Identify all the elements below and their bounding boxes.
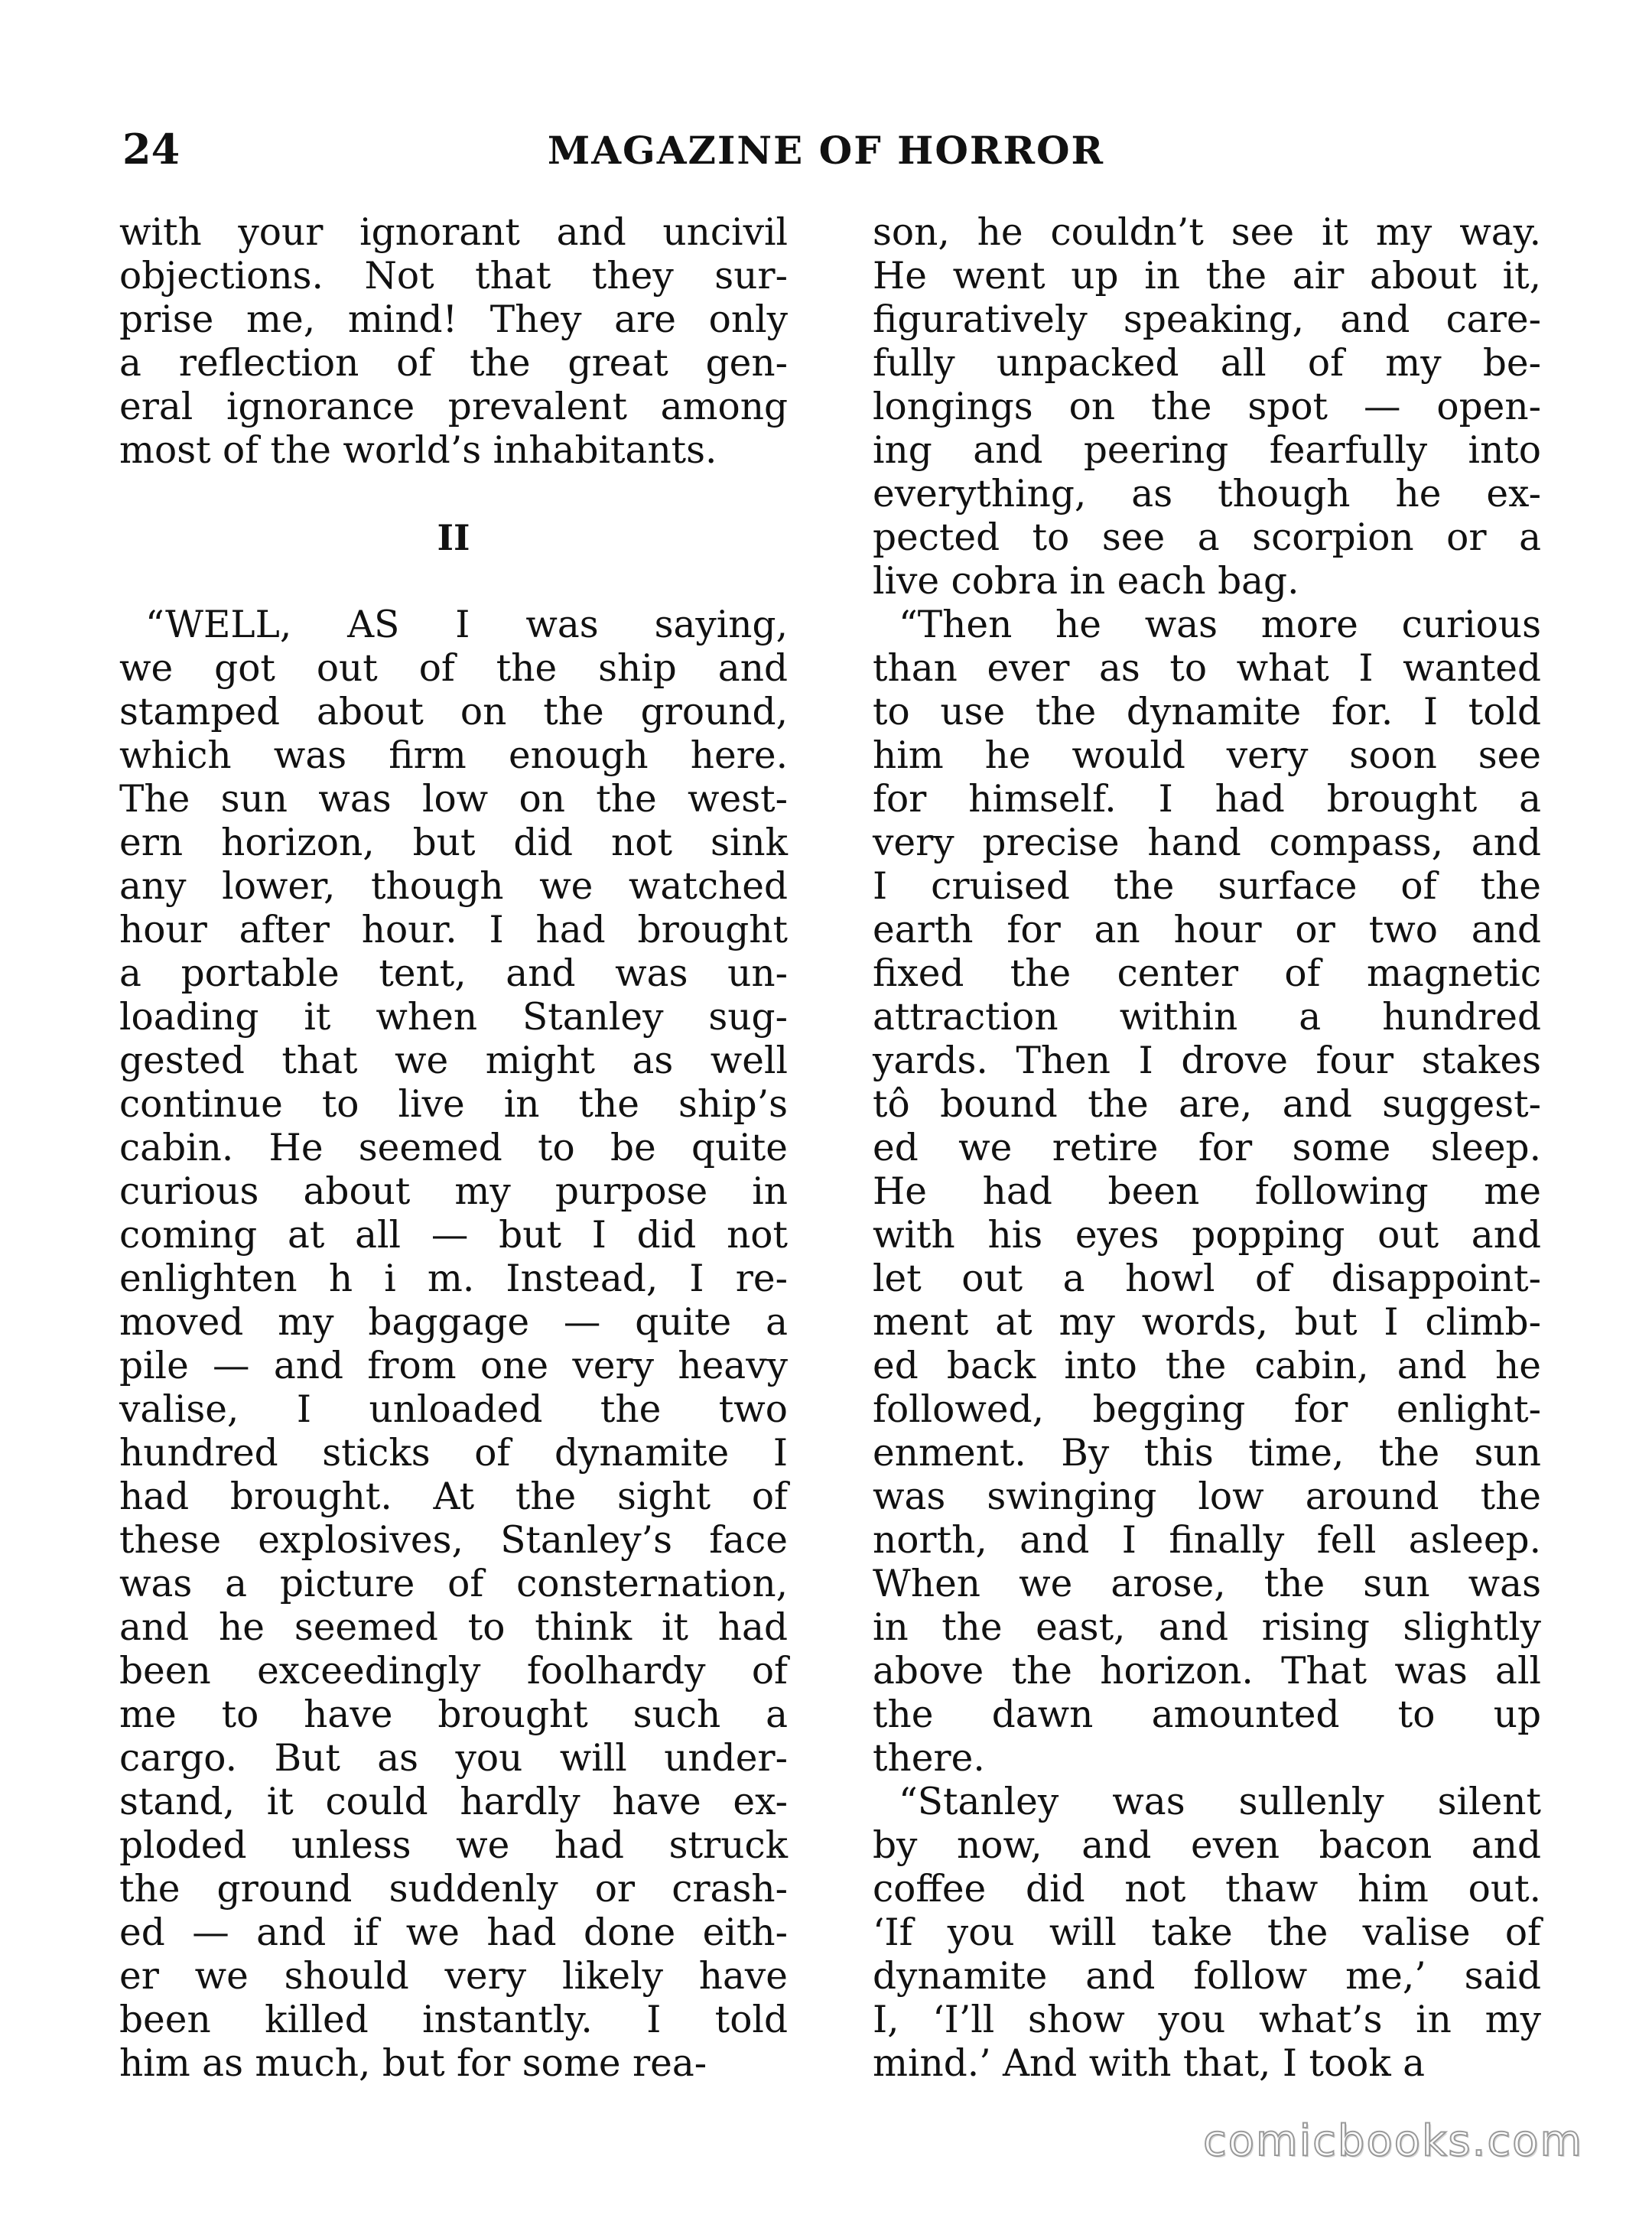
paragraph — [119, 211, 788, 473]
text-line: objections. Not that they sur- — [119, 255, 788, 298]
text-line: figuratively speaking, and care- — [873, 298, 1541, 341]
text-line: me to have brought such a — [119, 1693, 788, 1736]
text-line: moved my baggage — quite a — [119, 1301, 788, 1344]
text-line: valise, I unloaded the two — [119, 1388, 788, 1431]
text-line: cabin. He seemed to be quite — [119, 1127, 788, 1169]
text-line: fixed the center of magnetic — [873, 952, 1541, 995]
text-line: to use the dynamite for. I told — [873, 691, 1541, 733]
text-line: live cobra in each bag. — [873, 560, 1299, 603]
text-line: there. — [873, 1737, 985, 1780]
right-column — [873, 211, 1541, 2086]
text-line: I, ‘I’ll show you what’s in my — [873, 1998, 1541, 2041]
text-line: ment at my words, but I climb- — [873, 1301, 1541, 1344]
text-line: ing and peering fearfully into — [873, 429, 1541, 472]
text-line: eral ignorance prevalent among — [119, 385, 788, 428]
text-line: ed — and if we had done eith- — [119, 1911, 788, 1954]
text-line: any lower, though we watched — [119, 865, 788, 908]
text-line: let out a howl of disappoint- — [873, 1257, 1541, 1300]
text-line: “WELL, AS I was saying, — [145, 603, 788, 646]
text-line: loading it when Stanley sug- — [119, 996, 788, 1039]
watermark-logo: comicbooks.com — [1202, 2116, 1583, 2166]
text-line: I cruised the surface of the — [873, 865, 1541, 908]
text-line: with your ignorant and uncivil — [119, 211, 788, 254]
text-line: “Stanley was sullenly silent — [899, 1781, 1541, 1823]
text-line: a reflection of the great gen- — [119, 342, 788, 385]
text-line: had brought. At the sight of — [119, 1475, 788, 1518]
text-line: He had been following me — [873, 1170, 1541, 1213]
text-line: everything, as though he ex- — [873, 473, 1541, 515]
text-line: cargo. But as you will under- — [119, 1737, 788, 1780]
text-line: we got out of the ship and — [119, 647, 788, 690]
text-line: most of the world’s inhabitants. — [119, 429, 717, 472]
text-line: yards. Then I drove four stakes — [873, 1039, 1541, 1082]
left-column — [119, 211, 788, 2086]
text-line: continue to live in the ship’s — [119, 1083, 788, 1126]
text-line: ed back into the cabin, and he — [873, 1345, 1541, 1387]
text-line: He went up in the air about it, — [873, 255, 1541, 298]
text-line: ploded unless we had struck — [119, 1824, 788, 1867]
text-line: pected to see a scorpion or a — [873, 516, 1541, 559]
text-line: ‘If you will take the valise of — [873, 1911, 1541, 1954]
text-line: prise me, mind! They are only — [119, 298, 788, 341]
text-line: son, he couldn’t see it my way. — [873, 211, 1541, 254]
text-line: and he seemed to think it had — [119, 1606, 788, 1649]
text-line: mind.’ And with that, I took a — [873, 2042, 1426, 2085]
text-line: coffee did not thaw him out. — [873, 1868, 1541, 1911]
paragraph — [873, 1781, 1541, 2086]
text-line: for himself. I had brought a — [873, 778, 1541, 821]
paragraph — [873, 211, 1541, 603]
running-head-title: MAGAZINE OF HORROR — [547, 128, 1105, 173]
text-line: enment. By this time, the sun — [873, 1432, 1541, 1475]
text-line: dynamite and follow me,’ said — [873, 1955, 1541, 1998]
text-line: fully unpacked all of my be- — [873, 342, 1541, 385]
text-line: by now, and even bacon and — [873, 1824, 1541, 1867]
text-line: curious about my purpose in — [119, 1170, 788, 1213]
text-line: him as much, but for some rea- — [119, 2042, 707, 2085]
text-line: pile — and from one very heavy — [119, 1345, 788, 1387]
text-line: north, and I finally fell asleep. — [873, 1519, 1541, 1562]
text-line: ern horizon, but did not sink — [119, 821, 788, 864]
text-line: coming at all — but I did not — [119, 1214, 788, 1257]
page-number: 24 — [122, 125, 180, 174]
text-line: was a picture of consternation, — [119, 1563, 788, 1605]
text-line: very precise hand compass, and — [873, 821, 1541, 864]
text-line: was swinging low around the — [873, 1475, 1541, 1518]
text-line: which was firm enough here. — [119, 734, 788, 777]
text-line: above the horizon. That was all — [873, 1650, 1541, 1693]
text-line: the dawn amounted to up — [873, 1693, 1541, 1736]
text-line: gested that we might as well — [119, 1039, 788, 1082]
text-line: enlighten h i m. Instead, I re- — [119, 1257, 788, 1300]
text-line: followed, begging for enlight- — [873, 1388, 1541, 1431]
text-line: tô bound the are, and suggest- — [873, 1083, 1541, 1126]
paragraph — [873, 603, 1541, 1781]
section-heading: II — [437, 517, 470, 558]
text-line: with his eyes popping out and — [873, 1214, 1541, 1257]
text-line: stand, it could hardly have ex- — [119, 1781, 788, 1823]
text-line: him he would very soon see — [873, 734, 1541, 777]
text-line: er we should very likely have — [119, 1955, 788, 1998]
text-line: hour after hour. I had brought — [119, 909, 788, 951]
text-line: The sun was low on the west- — [119, 778, 788, 821]
text-line: When we arose, the sun was — [873, 1563, 1541, 1605]
text-line: these explosives, Stanley’s face — [119, 1519, 788, 1562]
text-line: attraction within a hundred — [873, 996, 1541, 1039]
text-line: been killed instantly. I told — [119, 1998, 788, 2041]
text-line: a portable tent, and was un- — [119, 952, 788, 995]
text-line: than ever as to what I wanted — [873, 647, 1541, 690]
paragraph — [119, 603, 788, 2086]
text-line: in the east, and rising slightly — [873, 1606, 1541, 1649]
text-line: ed we retire for some sleep. — [873, 1127, 1541, 1169]
text-line: the ground suddenly or crash- — [119, 1868, 788, 1911]
text-line: earth for an hour or two and — [873, 909, 1541, 951]
text-line: longings on the spot — open- — [873, 385, 1541, 428]
text-line: been exceedingly foolhardy of — [119, 1650, 788, 1693]
text-line: “Then he was more curious — [899, 603, 1541, 646]
text-line: hundred sticks of dynamite I — [119, 1432, 788, 1475]
text-line: stamped about on the ground, — [119, 691, 788, 733]
